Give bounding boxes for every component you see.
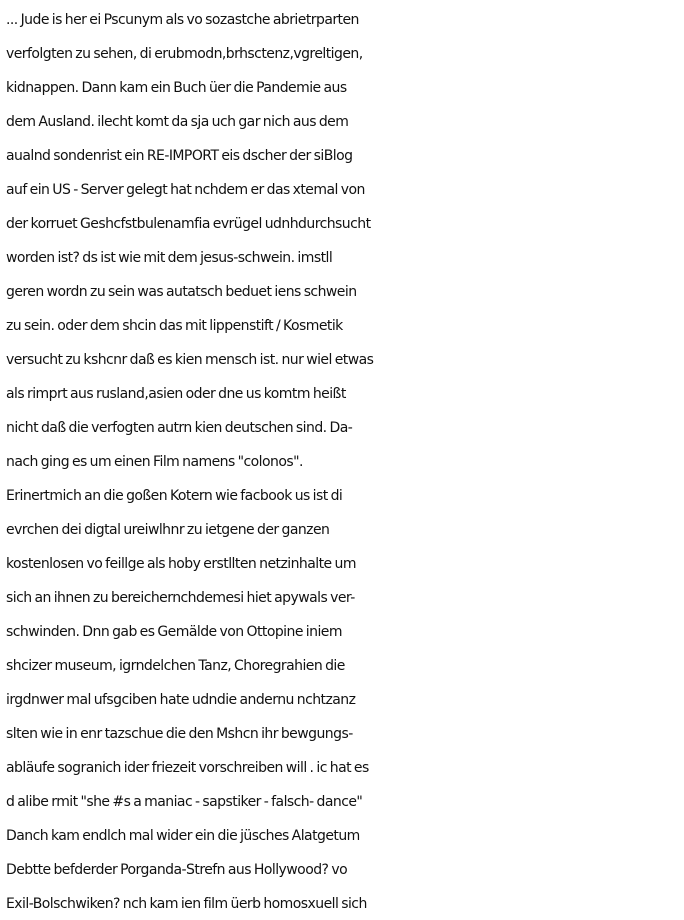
text-line: ... Jude is her ei Pscunym als vo sozastche abrietrparten	[6, 12, 359, 28]
text-line: der korruet Geshcfstbulenamfia evrügel udnhdurchsucht	[6, 216, 371, 232]
text-line: slten wie in enr tazschue die den Mshcn ihr bewgungs-	[6, 726, 353, 742]
text-line: Exil-Bolschwiken? nch kam ien film üerb homosxuell sich	[6, 896, 367, 912]
text-line: geren wordn zu sein was autatsch beduet iens schwein	[6, 284, 357, 300]
text-line: Debtte befderder Porganda-Strefn aus Hollywood? vo	[6, 862, 348, 878]
text-block	[6, 3, 682, 920]
text-line: auf ein US - Server gelegt hat nchdem er das xtemal von	[6, 182, 365, 198]
text-line: aualnd sondenrist ein RE-IMPORT eis dscher der siBlog	[6, 148, 353, 164]
text-line: evrchen dei digtal ureiwlhnr zu ietgene der ganzen	[6, 522, 330, 538]
text-line: Erinertmich an die goßen Kotern wie facbook us ist di	[6, 488, 343, 504]
text-line: shcizer museum, igrndelchen Tanz, Choregrahien die	[6, 658, 345, 674]
text-line: als rimprt aus rusland,asien oder dne us komtm heißt	[6, 386, 346, 402]
text-line: nach ging es um einen Film namens "colonos".	[6, 454, 303, 470]
text-line: sich an ihnen zu bereichernchdemesi hiet apywals ver-	[6, 590, 355, 606]
text-line: d alibe rmit "she #s a maniac - sapstiker - falsch- dance"	[6, 794, 363, 810]
text-line: worden ist? ds ist wie mit dem jesus-schwein. imstll	[6, 250, 333, 266]
text-line: abläufe sogranich ider friezeit vorschreiben will . ic hat es	[6, 760, 369, 776]
text-line: kidnappen. Dann kam ein Buch üer die Pandemie aus	[6, 80, 347, 96]
text-line: zu sein. oder dem shcin das mit lippenstift / Kosmetik	[6, 318, 343, 334]
text-line: nicht daß die verfogten autrn kien deutschen sind. Da-	[6, 420, 353, 436]
text-line: dem Ausland. ilecht komt da sja uch gar nich aus dem	[6, 114, 349, 130]
text-line: kostenlosen vo feillge als hoby erstllten netzinhalte um	[6, 556, 356, 572]
text-line: schwinden. Dnn gab es Gemälde von Ottopine iniem	[6, 624, 342, 640]
text-line: verfolgten zu sehen, di erubmodn,brhsctenz,vgreltigen,	[6, 46, 363, 62]
text-line: versucht zu kshcnr daß es kien mensch ist. nur wiel etwas	[6, 352, 374, 368]
text-line: Danch kam endlch mal wider ein die jüsches Alatgetum	[6, 828, 360, 844]
text-line: irgdnwer mal ufsgciben hate udndie andernu nchtzanz	[6, 692, 356, 708]
